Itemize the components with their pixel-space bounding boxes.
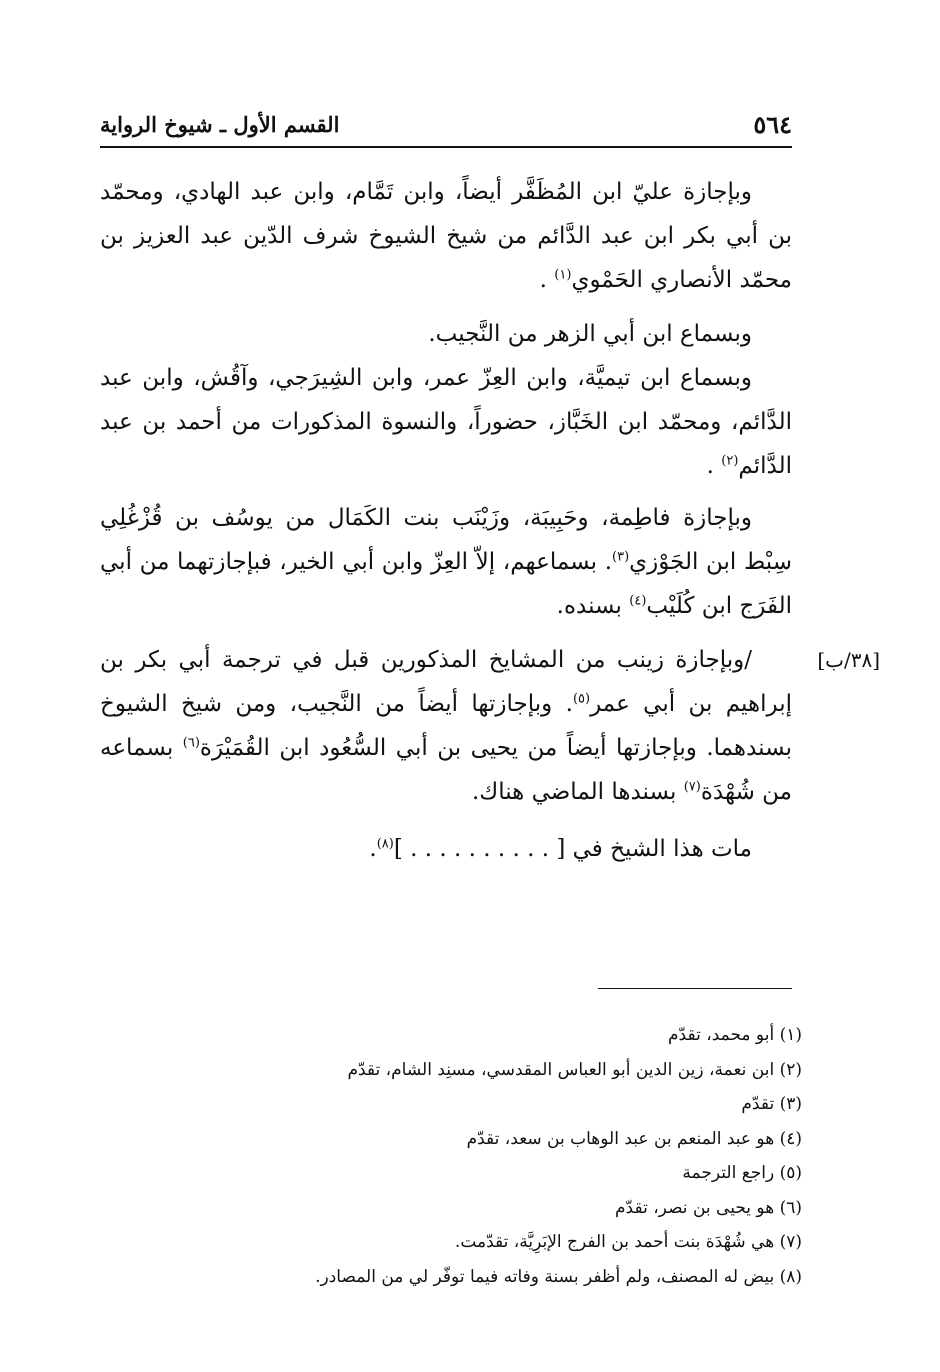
running-title: القسم الأول ـ شيوخ الرواية xyxy=(100,112,340,137)
paragraph-1 xyxy=(100,170,792,302)
footnote-item: (٥) راجع الترجمة xyxy=(682,1163,802,1183)
paragraph-text: بسنده. xyxy=(556,593,630,619)
paragraph-text: وبإجازة فاطِمة، وحَبِيبَة، وزَيْنَب بنت الكَمَال من يوسُف بن قُزْغُلِي سِبْط ابن الجَوْزي xyxy=(100,505,792,575)
paragraph-text: . xyxy=(706,453,722,479)
paragraph-2 xyxy=(100,312,792,356)
paragraph-text: وبسماع ابن تيميَّة، وابن العِزّ عمر، وابن الشِيرَجي، وآقُش، وابن عبد الدَّائم، ومحمّد ابن الخَبَّاز، حضوراً، والنسوة المذكورات من أحمد بن عبد الدَّائم xyxy=(100,365,792,479)
paragraph-text: /وبإجازة زينب من المشايخ المذكورين قبل في ترجمة أبي بكر بن إبراهيم بن أبي عمر xyxy=(100,647,792,717)
page-header xyxy=(100,108,792,148)
footnote-item: (٣) تقدّم xyxy=(741,1094,802,1114)
footnote-item: (٧) هي شُهْدَة بنت أحمد بن الفرج الإبَرِيَّة، تقدّمت. xyxy=(454,1232,802,1252)
footnote-ref: (٣) xyxy=(612,549,630,565)
footnote-item: (٦) هو يحيى بن نصر، تقدّم xyxy=(615,1197,802,1218)
footnote-ref: (١) xyxy=(554,267,572,283)
paragraph-5 xyxy=(100,638,792,814)
footnote-item: (٤) هو عبد المنعم بن عبد الوهاب بن سعد، تقدّم xyxy=(466,1128,802,1149)
paragraph-3 xyxy=(100,356,792,488)
paragraph-4 xyxy=(100,496,792,628)
footnotes-list xyxy=(100,1018,802,1294)
paragraph-text: بسماعه من شُهْدَة xyxy=(100,735,792,805)
footnote-separator xyxy=(598,988,792,989)
footnote-ref: (٤) xyxy=(629,593,647,609)
paragraph-text: بسندها الماضي هناك. xyxy=(471,779,684,805)
paragraph-text: وبإجازة عليّ ابن المُظَفَّر أيضاً، وابن تَمَّام، وابن عبد الهادي، ومحمّد بن أبي بكر ابن عبد الدَّائم من شيخ الشيوخ شرف الدّين عبد العزيز بن محمّد الأنصاري الحَمْوي xyxy=(100,179,792,293)
closing-text: . xyxy=(369,836,377,862)
footnote-item: (١) أبو محمد، تقدّم xyxy=(668,1025,802,1045)
paragraph-text: . xyxy=(539,267,555,293)
footnote-ref: (٥) xyxy=(572,691,591,707)
paragraph-text: . بسماعهم، إلاّ العِزّ وابن أبي الخير، فبإجازتهما من أبي الفَرَج ابن كُلَيْب xyxy=(100,549,792,619)
footnote-item: (٨) بيض له المصنف، ولم أظفر بسنة وفاته فيما توفّر لي من المصادر. xyxy=(315,1266,802,1287)
paragraph-text: وبسماع ابن أبي الزهر من النَّجيب. xyxy=(428,321,752,347)
footnote-ref: (٨) xyxy=(376,836,394,852)
closing-text: مات هذا الشيخ في [ . . . . . . . . . . ] xyxy=(393,836,752,862)
footnote-ref: (٧) xyxy=(683,779,701,795)
closing-line xyxy=(100,827,792,871)
footnote-ref: (٦) xyxy=(182,735,200,751)
footnote-item: (٢) ابن نعمة، زين الدين أبو العباس المقدسي، مسنِد الشام، تقدّم xyxy=(347,1059,802,1080)
paragraph-text: . وبإجازتها أيضاً من النَّجيب، ومن شيخ الشيوخ بسندهما. وبإجازتها أيضاً من يحيى بن أبي السُّعُود ابن القُمَيْرَة xyxy=(100,691,792,761)
footnote-ref: (٢) xyxy=(721,453,739,469)
page-number: ٥٦٤ xyxy=(753,110,792,139)
manuscript-folio-marker: [٣٨/ب] xyxy=(817,648,880,672)
